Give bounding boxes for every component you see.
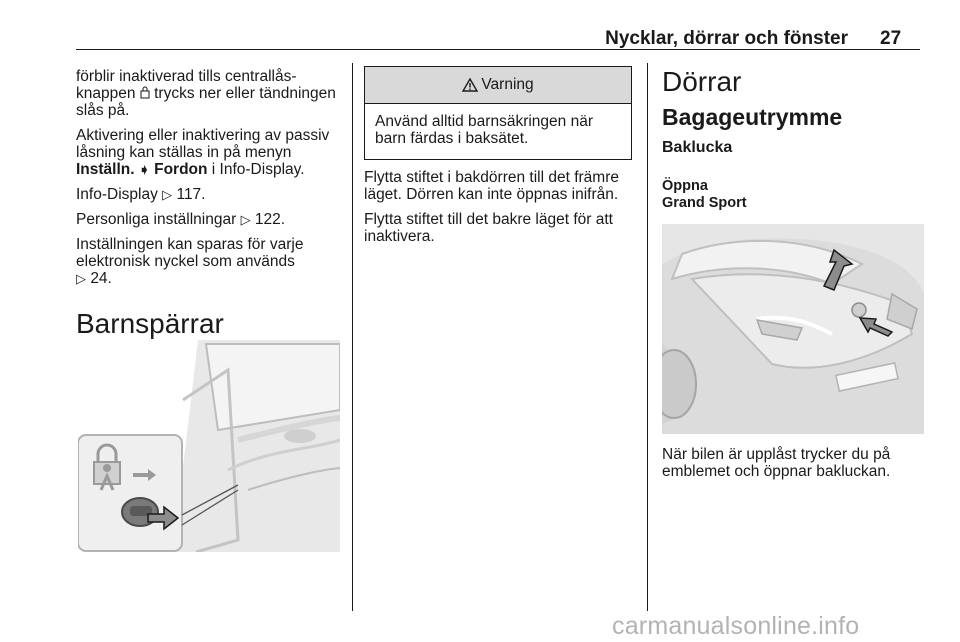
paragraph-open-tailgate: När bilen är upplåst trycker du på emblemet och öppnar bakluckan.	[662, 446, 891, 480]
watermark: carmanualsonline.info	[612, 612, 860, 640]
child-lock-illustration	[78, 340, 340, 552]
column-1	[76, 68, 344, 295]
column-divider-1	[352, 63, 353, 611]
subheading-grand-sport: Grand Sport	[662, 195, 747, 211]
ref-arrow-icon: ▷	[162, 187, 173, 202]
chapter-title: Nycklar, dörrar och fönster	[605, 28, 848, 49]
paragraph-1: förblir inaktiverad tills centrallås- knappen trycks ner eller tändningen slås på.	[76, 68, 336, 119]
subheading-oppna: Öppna	[662, 178, 708, 194]
menu-arrow-icon: ➧	[138, 162, 150, 177]
paragraph-activate: Flytta stiftet i bakdörren till det främre läget. Dörren kan inte öppnas inifrån.	[364, 169, 619, 203]
column-3	[662, 66, 932, 212]
cross-reference-1[interactable]: Info-Display ▷ 117.	[76, 186, 206, 203]
cross-reference-2[interactable]: Personliga inställningar ▷ 122.	[76, 211, 286, 228]
page-number: 27	[880, 28, 902, 49]
cross-reference-3[interactable]: ▷ 24.	[76, 270, 112, 287]
section-heading-barnsparrar: Barnspärrar	[76, 308, 224, 339]
warning-box	[364, 66, 632, 160]
section-heading-dorrar: Dörrar	[662, 66, 742, 97]
tailgate-instructions	[662, 446, 932, 488]
warning-text: Använd alltid barnsäkringen när barn färdas i baksätet.	[375, 113, 593, 147]
ref-arrow-icon: ▷	[240, 212, 251, 227]
header-rule	[76, 49, 920, 50]
tailgate-illustration	[662, 224, 924, 434]
column-divider-2	[647, 63, 648, 611]
warning-header	[365, 67, 631, 104]
central-lock-icon	[140, 86, 150, 99]
paragraph-2: Aktivering eller inaktivering av passiv låsning kan ställas in på menyn Inställn. ➧ Fordon i Info-Display.	[76, 127, 330, 178]
column-2	[364, 169, 636, 253]
paragraph-deactivate: Flytta stiftet till det bakre läget för att inaktivera.	[364, 211, 613, 245]
subheading-bagageutrymme: Bagageutrymme	[662, 104, 843, 130]
warning-triangle-icon	[462, 78, 478, 92]
paragraph-3: Inställningen kan sparas för varje elektronisk nyckel som används ▷ 24.	[76, 236, 304, 287]
warning-title: Varning	[481, 76, 534, 93]
subheading-baklucka: Baklucka	[662, 139, 733, 156]
ref-arrow-icon: ▷	[76, 271, 86, 286]
